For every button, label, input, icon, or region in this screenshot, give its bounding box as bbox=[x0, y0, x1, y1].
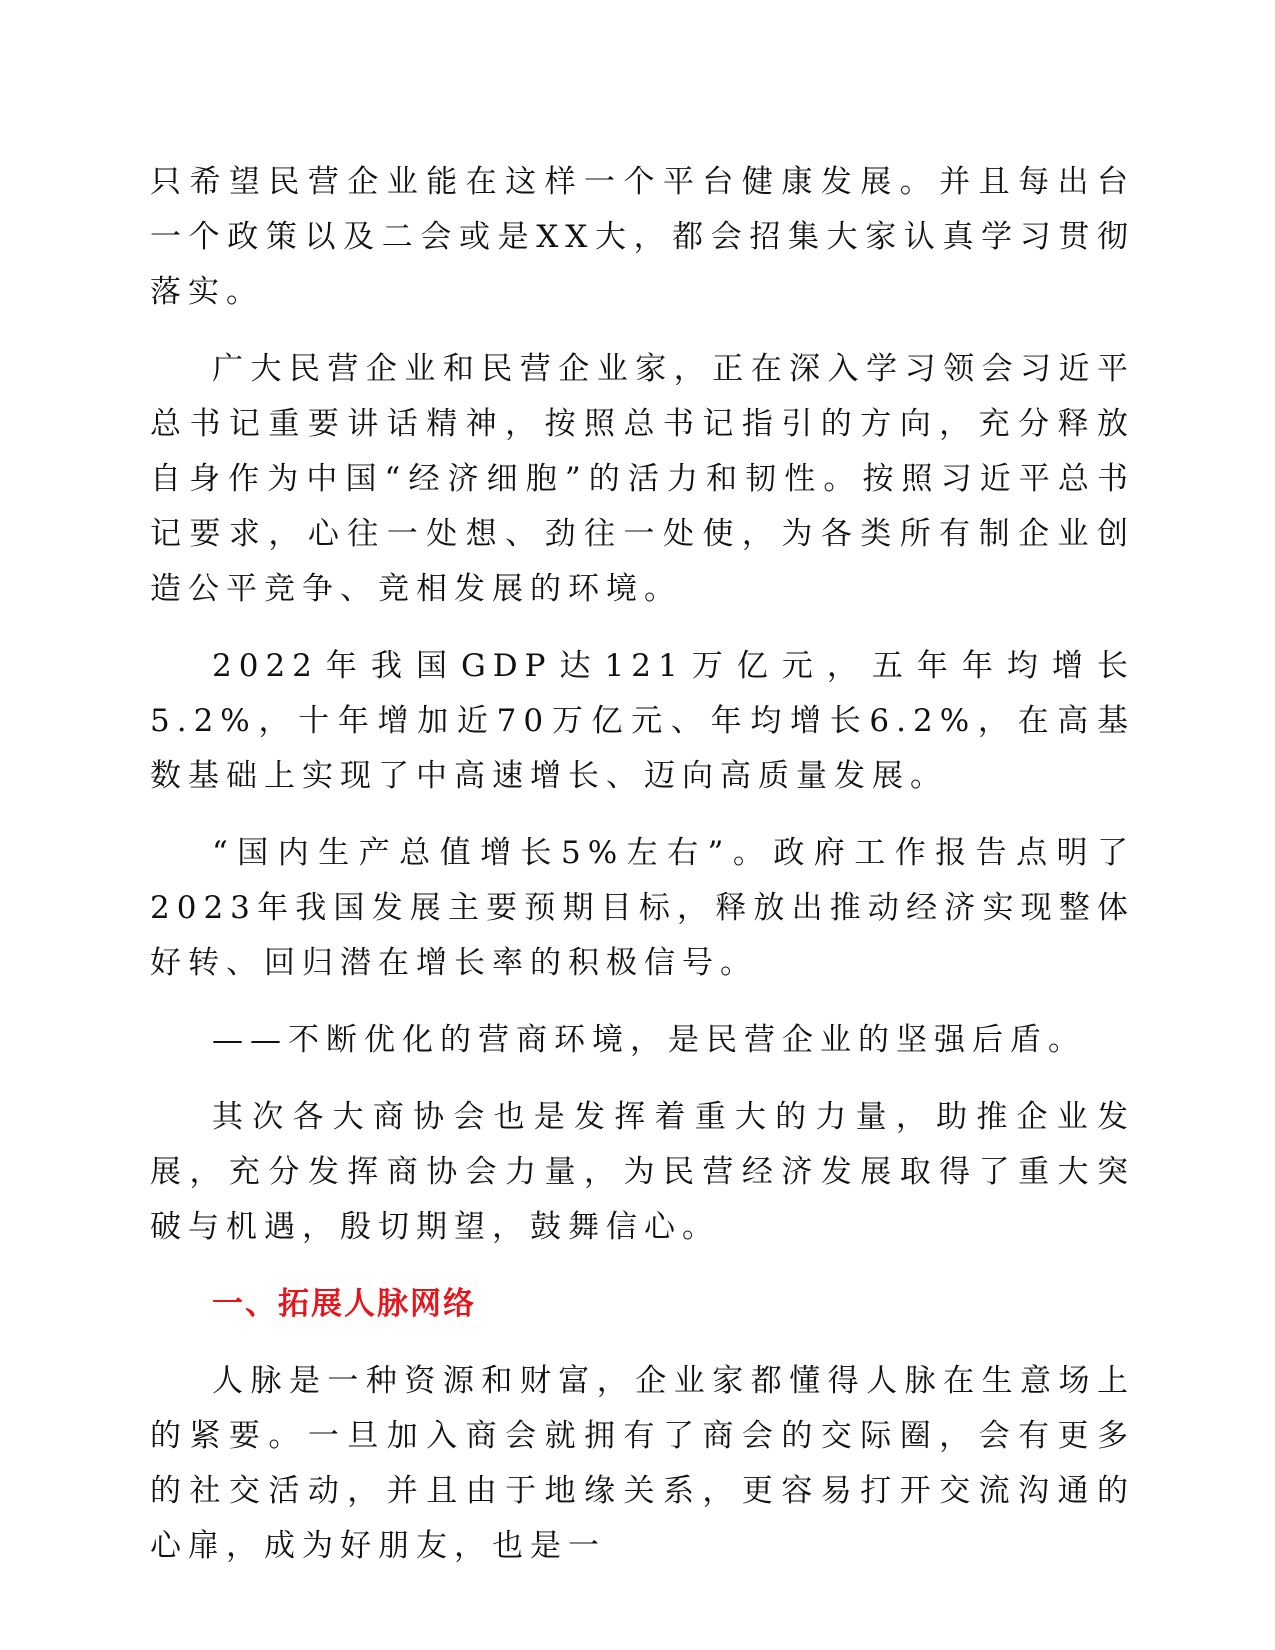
paragraph-private-enterprises: 广大民营企业和民营企业家，正在深入学习领会习近平总书记重要讲话精神，按照总书记指引的方向，充分释放自身作为中国“经济细胞”的活力和韧性。按照习近平总书记要求，心往一处想、劲往一处使，为各类所有制企业创造公平竞争、竞相发展的环境。 bbox=[150, 351, 1135, 607]
paragraph-network: 人脉是一种资源和财富，企业家都懂得人脉在生意场上的紧要。一旦加入商会就拥有了商会的交际圈，会有更多的社交活动，并且由于地缘关系，更容易打开交流沟通的心扉，成为好朋友，也是一 bbox=[150, 1363, 1135, 1564]
paragraph-growth-target: “国内生产总值增长5%左右”。政府工作报告点明了2023年我国发展主要预期目标，释放出推动经济实现整体好转、回归潜在增长率的积极信号。 bbox=[150, 835, 1135, 981]
paragraph-chambers: 其次各大商协会也是发挥着重大的力量，助推企业发展，充分发挥商协会力量，为民营经济发展取得了重大突破与机遇，殷切期望，鼓舞信心。 bbox=[150, 1099, 1135, 1245]
paragraph-gap bbox=[150, 1068, 1135, 1090]
paragraph-gap bbox=[150, 1332, 1135, 1354]
paragraph-gap bbox=[150, 1255, 1135, 1277]
paragraph-gap bbox=[150, 991, 1135, 1013]
section-heading: 一、拓展人脉网络 bbox=[212, 1286, 476, 1322]
paragraph-gap bbox=[150, 617, 1135, 639]
paragraph-gap bbox=[150, 320, 1135, 342]
document-page bbox=[150, 155, 1135, 1574]
paragraph-continuation: 只希望民营企业能在这样一个平台健康发展。并且每出台一个政策以及二会或是XX大，都会招集大家认真学习贯彻落实。 bbox=[150, 164, 1135, 310]
paragraph-business-environment: ——不断优化的营商环境，是民营企业的坚强后盾。 bbox=[212, 1022, 1086, 1058]
paragraph-gap bbox=[150, 804, 1135, 826]
paragraph-gdp: 2022年我国GDP达121万亿元，五年年均增长5.2%，十年增加近70万亿元、年均增长6.2%，在高基数基础上实现了中高速增长、迈向高质量发展。 bbox=[150, 648, 1135, 794]
